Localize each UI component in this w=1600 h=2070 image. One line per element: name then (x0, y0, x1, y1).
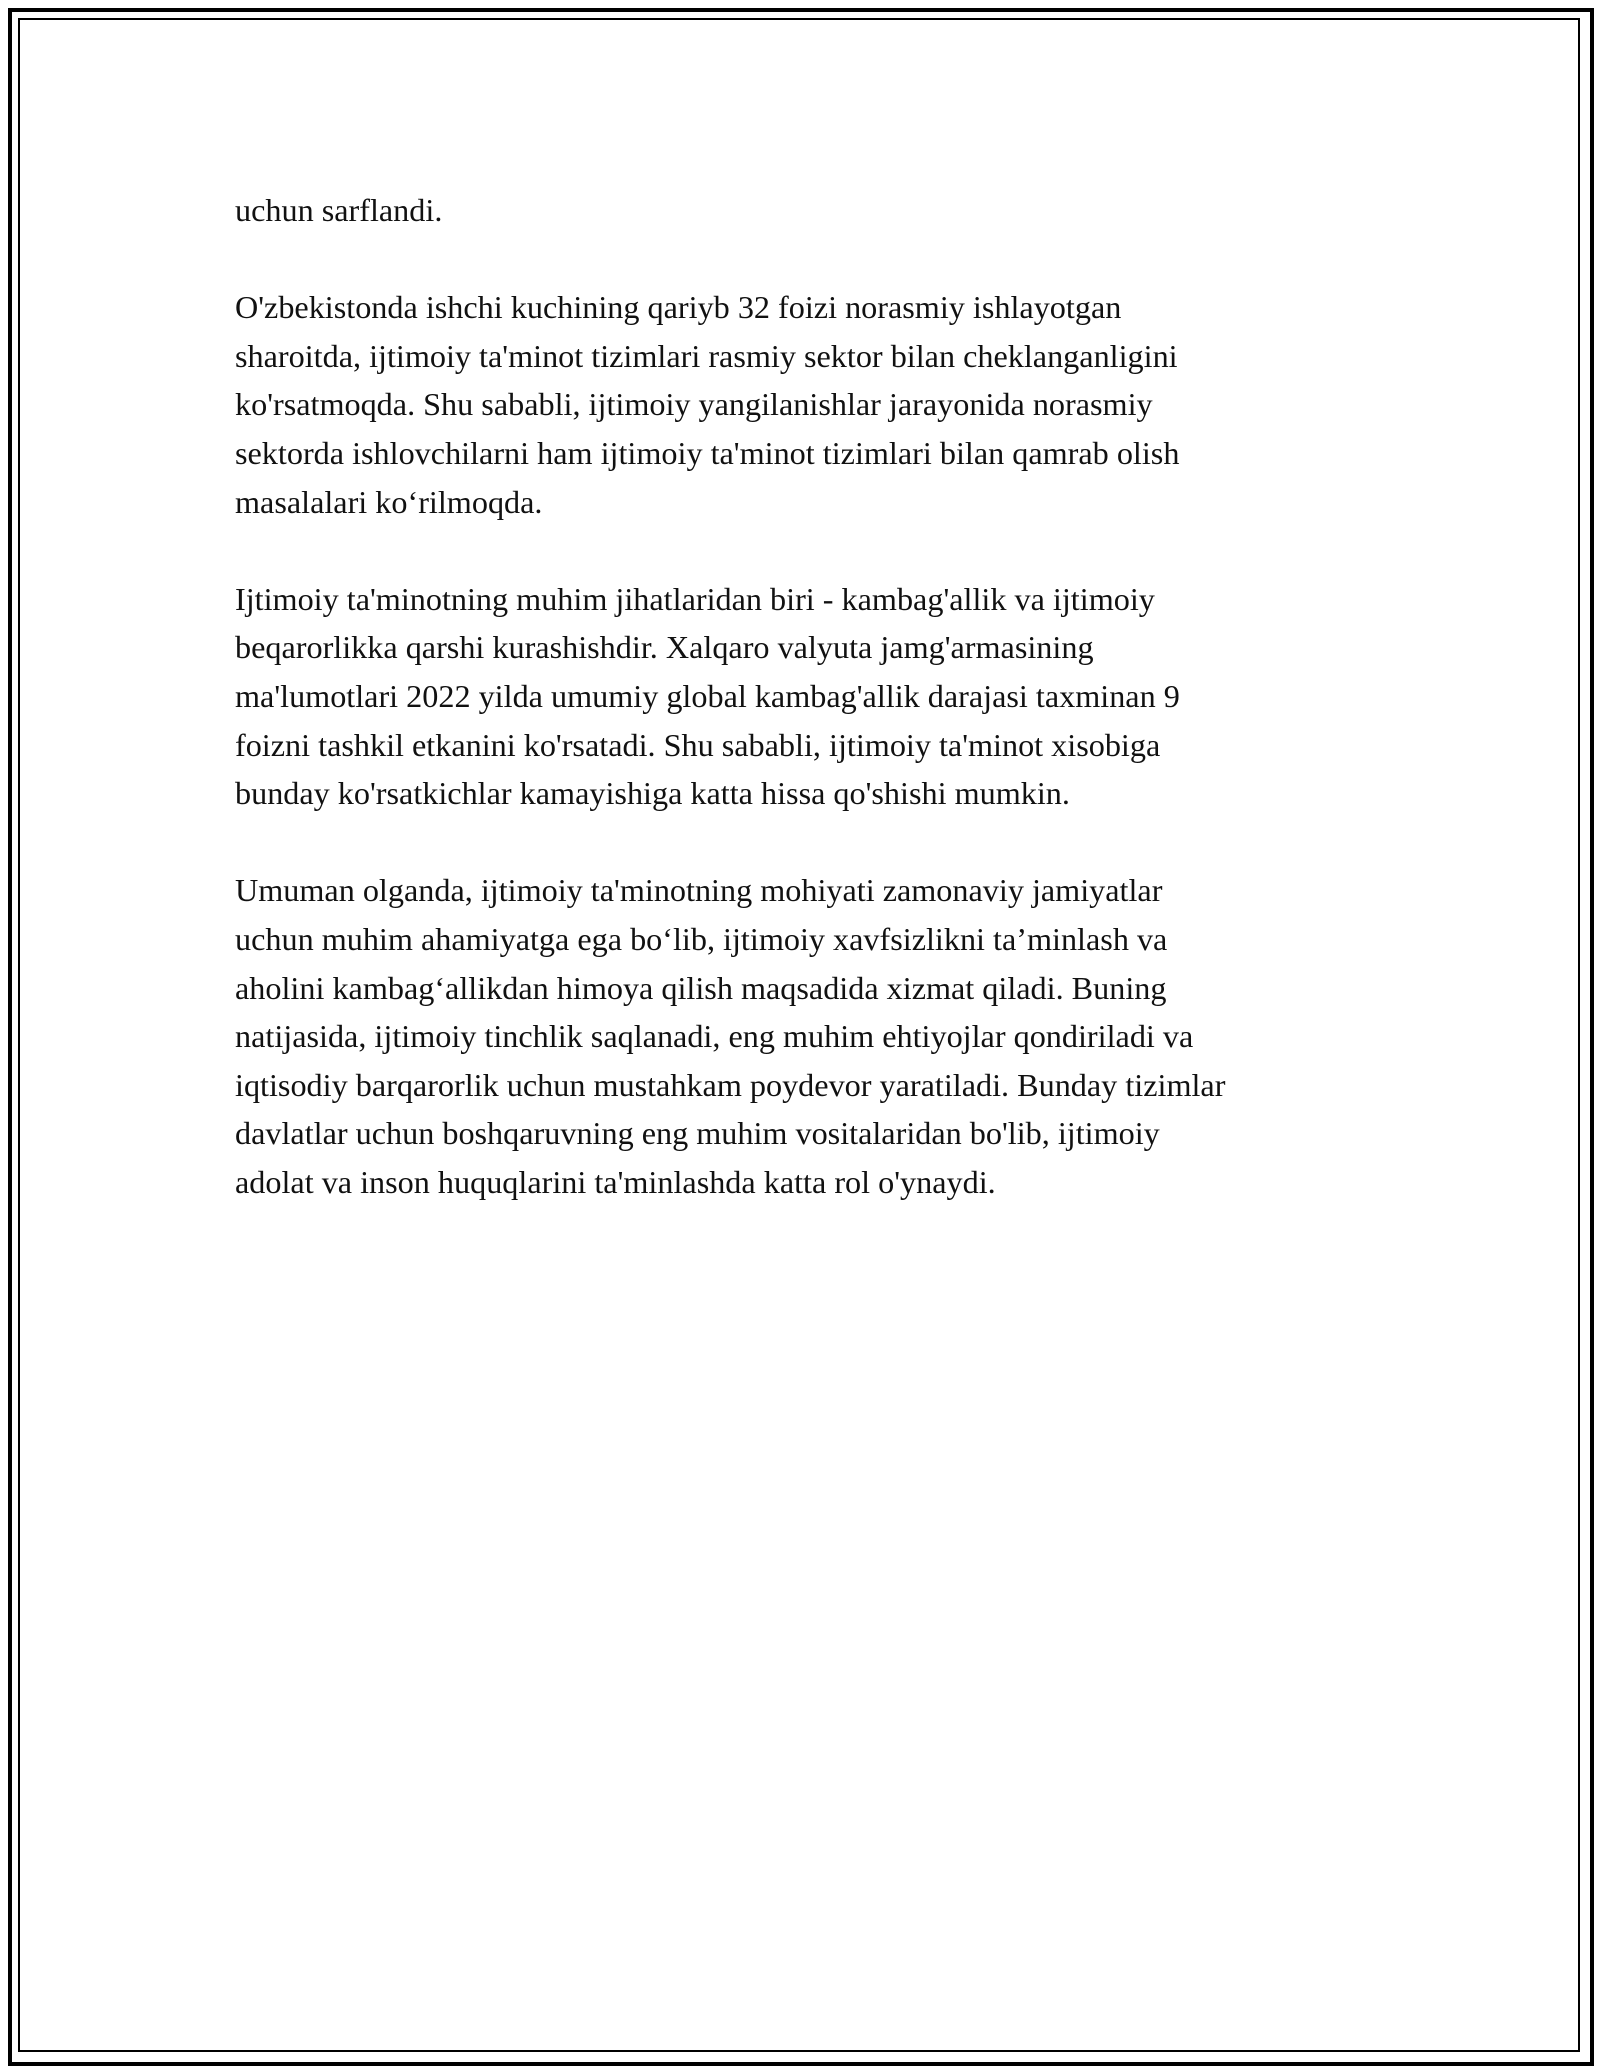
paragraph-informal-sector (235, 283, 1385, 526)
text-line: natijasida, ijtimoiy tinchlik saqlanadi, eng muhim ehtiyojlar qondiriladi va (235, 1018, 1194, 1055)
text-line: bunday ko'rsatkichlar kamayishiga katta hissa qo'shishi mumkin. (235, 775, 1070, 812)
paragraph-conclusion (235, 866, 1385, 1206)
text-line: ko'rsatmoqda. Shu sababli, ijtimoiy yangilanishlar jarayonida norasmiy (235, 386, 1153, 423)
document-body (235, 186, 1385, 1255)
text-line: O'zbekistonda ishchi kuchining qariyb 32 foizi norasmiy ishlayotgan (235, 289, 1122, 326)
text-line: ma'lumotlari 2022 yilda umumiy global kambag'allik darajasi taxminan 9 (235, 677, 1180, 714)
text-line: adolat va inson huquqlarini ta'minlashda katta rol o'ynaydi. (235, 1163, 996, 1200)
text-line: sektorda ishlovchilarni ham ijtimoiy ta'minot tizimlari bilan qamrab olish (235, 434, 1180, 471)
text-line: Umuman olganda, ijtimoiy ta'minotning mohiyati zamonaviy jamiyatlar (235, 872, 1163, 909)
text-line: masalalari ko‘rilmoqda. (235, 483, 543, 520)
text-line: sharoitda, ijtimoiy ta'minot tizimlari rasmiy sektor bilan cheklanganligini (235, 337, 1178, 374)
text-line: davlatlar uchun boshqaruvning eng muhim vositalaridan bo'lib, ijtimoiy (235, 1115, 1160, 1152)
text-line: uchun muhim ahamiyatga ega bo‘lib, ijtimoiy xavfsizlikni ta’minlash va (235, 920, 1168, 957)
text-line: beqarorlikka qarshi kurashishdir. Xalqaro valyuta jamg'armasining (235, 629, 1094, 666)
text-line: uchun sarflandi. (235, 192, 443, 228)
paragraph-continuation (235, 186, 1385, 235)
text-line: foizni tashkil etkanini ko'rsatadi. Shu sababli, ijtimoiy ta'minot xisobiga (235, 726, 1161, 763)
text-line: iqtisodiy barqarorlik uchun mustahkam poydevor yaratiladi. Bunday tizimlar (235, 1066, 1226, 1103)
paragraph-poverty (235, 575, 1385, 818)
text-line: Ijtimoiy ta'minotning muhim jihatlaridan biri - kambag'allik va ijtimoiy (235, 580, 1155, 617)
text-line: aholini kambag‘allikdan himoya qilish maqsadida xizmat qiladi. Buning (235, 969, 1167, 1006)
